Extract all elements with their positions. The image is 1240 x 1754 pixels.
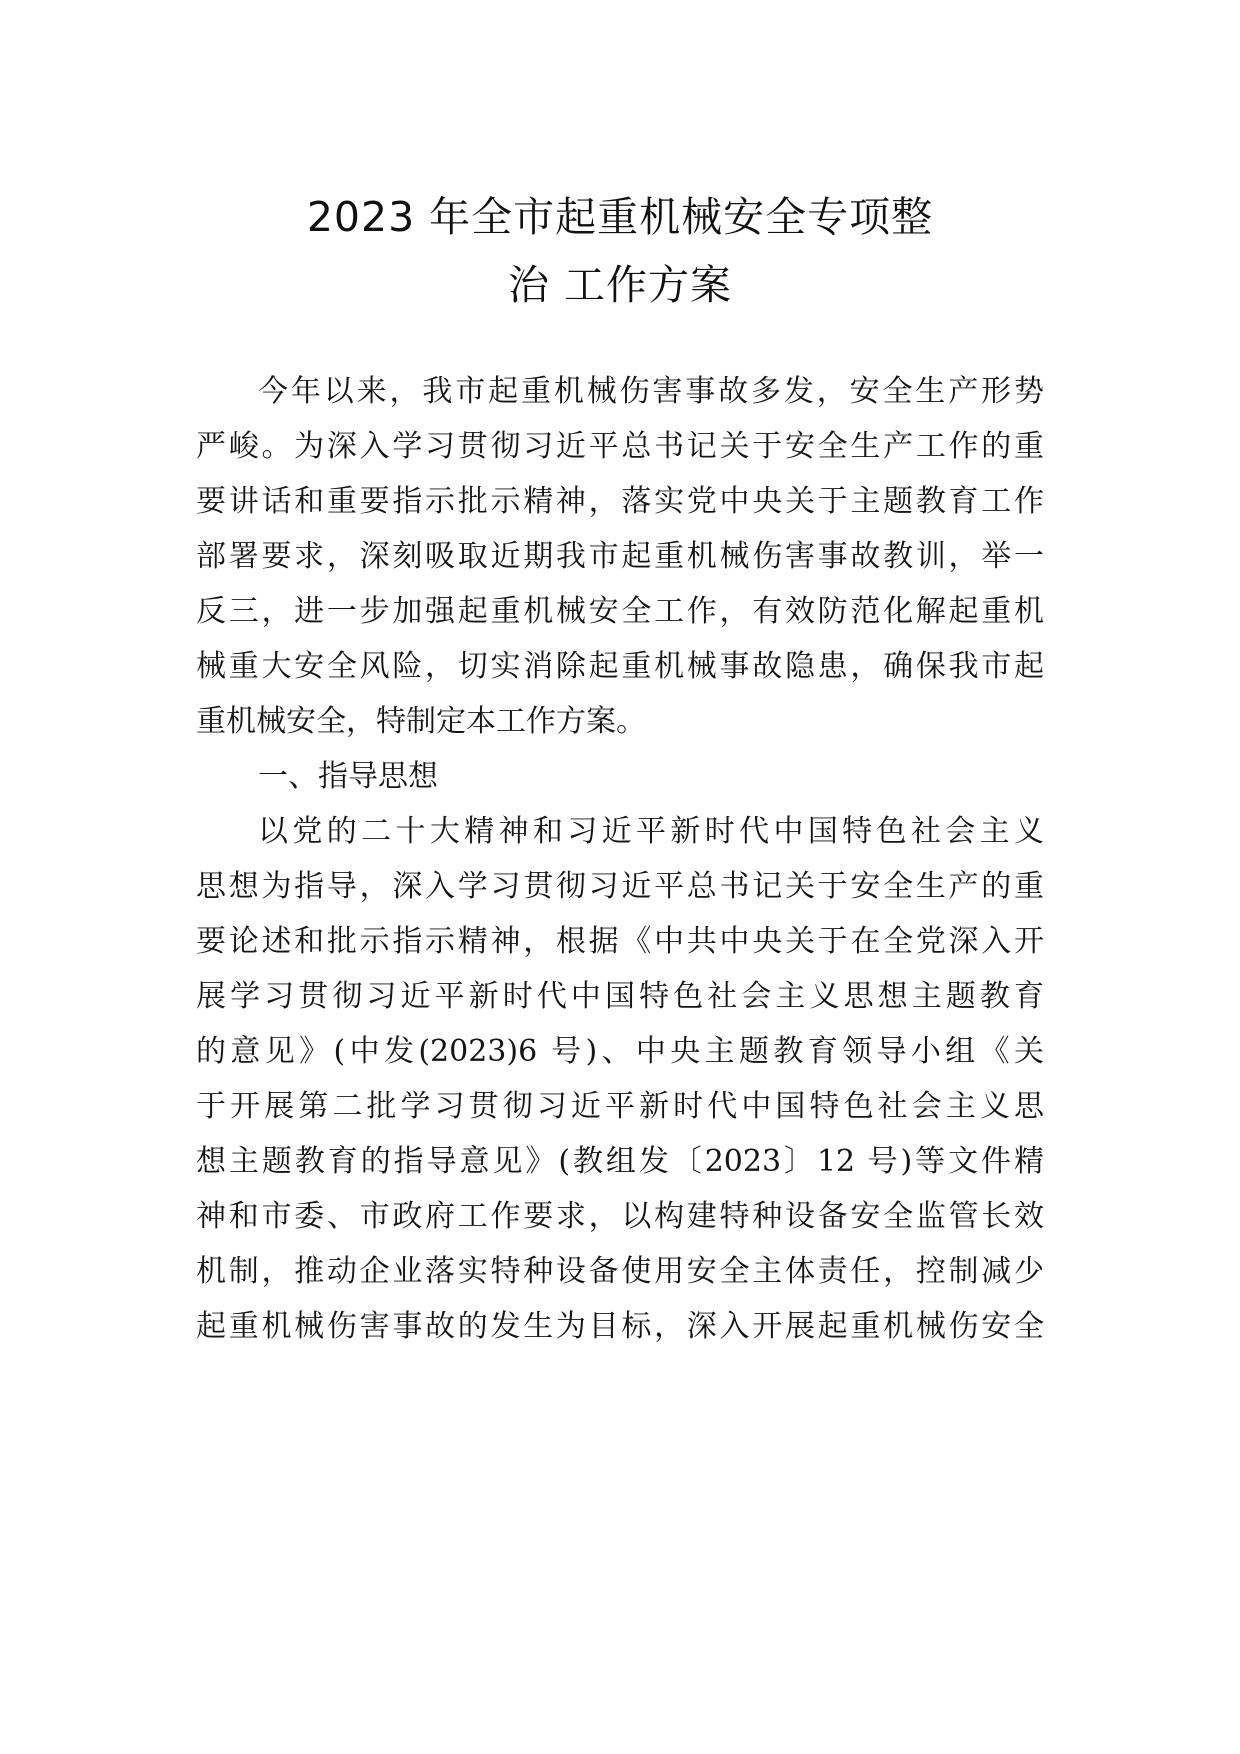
section-1-paragraph-line: 展学习贯彻习近平新时代中国特色社会主义思想主题教育 [196, 979, 1044, 1014]
section-1-paragraph-line: 于开展第二批学习贯彻习近平新时代中国特色社会主义思 [196, 1089, 1044, 1124]
section-1-paragraph-line: 要论述和批示指示精神，根据《中共中央关于在全党深入开 [196, 924, 1044, 959]
section-1-paragraph-line: 神和市委、市政府工作要求，以构建特种设备安全监管长效 [196, 1199, 1044, 1234]
intro-paragraph-line: 重机械安全，特制定本工作方案。 [196, 704, 646, 739]
section-heading-guiding-ideology: 一、指导思想 [258, 759, 438, 794]
intro-paragraph-line: 部署要求，深刻吸取近期我市起重机械伤害事故教训，举一 [196, 539, 1044, 574]
intro-paragraph-line: 要讲话和重要指示批示精神，落实党中央关于主题教育工作 [196, 484, 1044, 519]
section-1-paragraph-line: 思想为指导，深入学习贯彻习近平总书记关于安全生产的重 [196, 869, 1044, 904]
section-1-paragraph-line: 起重机械伤害事故的发生为目标，深入开展起重机械伤安全 [196, 1309, 1044, 1344]
section-1-paragraph-line: 的意见》(中发(2023)6 号)、中央主题教育领导小组《关 [196, 1034, 1044, 1069]
section-1-paragraph-line: 想主题教育的指导意见》(教组发〔2023〕12 号)等文件精 [196, 1144, 1044, 1179]
intro-paragraph-line: 今年以来，我市起重机械伤害事故多发，安全生产形势 [258, 374, 1044, 409]
intro-paragraph-line: 严峻。为深入学习贯彻习近平总书记关于安全生产工作的重 [196, 429, 1044, 464]
intro-paragraph-line: 械重大安全风险，切实消除起重机械事故隐患，确保我市起 [196, 649, 1044, 684]
document-title-line-2: 治 工作方案 [507, 261, 733, 309]
section-1-paragraph-line: 机制，推动企业落实特种设备使用安全主体责任，控制减少 [196, 1254, 1044, 1289]
intro-paragraph-line: 反三，进一步加强起重机械安全工作，有效防范化解起重机 [196, 594, 1044, 629]
section-1-paragraph-line: 以党的二十大精神和习近平新时代中国特色社会主义 [258, 814, 1044, 849]
document-title-line-1: 2023 年全市起重机械安全专项整 [306, 193, 934, 241]
